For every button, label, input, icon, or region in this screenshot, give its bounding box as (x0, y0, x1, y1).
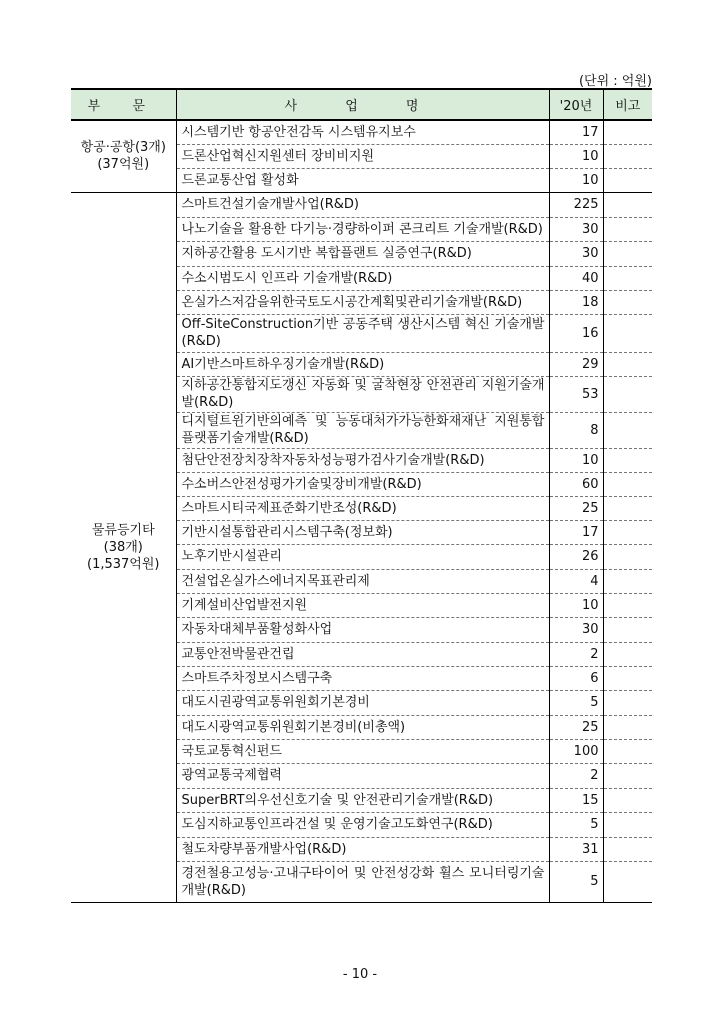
project-name: 건설업온실가스에너지목표관리제 (176, 569, 549, 593)
amount-value: 2 (549, 763, 603, 788)
note-cell (603, 715, 652, 739)
amount-value: 25 (549, 496, 603, 520)
note-cell (603, 593, 652, 617)
amount-value: 8 (549, 412, 603, 448)
project-name: 스마트시티국제표준화기반조성(R&D) (176, 496, 549, 520)
table-body (71, 120, 652, 902)
table-header-row (71, 89, 652, 120)
amount-value: 100 (549, 739, 603, 763)
amount-value: 5 (549, 861, 603, 902)
amount-value: 30 (549, 617, 603, 642)
note-cell (603, 617, 652, 642)
amount-value: 17 (549, 120, 603, 144)
amount-value: 30 (549, 241, 603, 266)
note-cell (603, 739, 652, 763)
note-cell (603, 448, 652, 472)
amount-value: 18 (549, 290, 603, 314)
project-name: 시스템기반 항공안전감독 시스템유지보수 (176, 120, 549, 144)
project-name: 스마트주차정보시스템구축 (176, 666, 549, 690)
amount-value: 40 (549, 266, 603, 290)
project-name: 드론산업혁신지원센터 장비비지원 (176, 144, 549, 168)
amount-value: 10 (549, 593, 603, 617)
project-name: 국토교통혁신펀드 (176, 739, 549, 763)
amount-value: 17 (549, 520, 603, 544)
project-name: 온실가스저감을위한국토도시공간계획및관리기술개발(R&D) (176, 290, 549, 314)
project-name: 드론교통산업 활성화 (176, 168, 549, 192)
amount-value: 5 (549, 690, 603, 715)
project-name: 지하공간활용 도시기반 복합플랜트 실증연구(R&D) (176, 241, 549, 266)
amount-value: 10 (549, 448, 603, 472)
note-cell (603, 472, 652, 496)
note-cell (603, 837, 652, 861)
amount-value: 225 (549, 192, 603, 217)
amount-value: 53 (549, 376, 603, 412)
amount-value: 29 (549, 352, 603, 376)
amount-value: 10 (549, 168, 603, 192)
note-cell (603, 241, 652, 266)
note-cell (603, 861, 652, 902)
note-cell (603, 376, 652, 412)
project-name: 첨단안전장치장착자동차성능평가검사기술개발(R&D) (176, 448, 549, 472)
amount-value: 25 (549, 715, 603, 739)
note-cell (603, 412, 652, 448)
note-cell (603, 763, 652, 788)
category-line: (1,537억원) (87, 556, 160, 572)
note-cell (603, 642, 652, 666)
category-line: 항공·공항(3개) (80, 140, 166, 156)
header-project: 사 업 명 (176, 89, 549, 120)
project-name: 기반시설통합관리시스템구축(정보화) (176, 520, 549, 544)
amount-value: 31 (549, 837, 603, 861)
project-name: Off-SiteConstruction기반 공동주택 생산시스템 혁신 기술개발(R&D) (176, 314, 549, 352)
project-name: 디지털트윈기반의예측 및 능동대처가가능한화재재난 지원통합플랫폼기술개발(R&D) (176, 412, 549, 448)
project-name: 스마트건설기술개발사업(R&D) (176, 192, 549, 217)
project-name: AI기반스마트하우징기술개발(R&D) (176, 352, 549, 376)
note-cell (603, 788, 652, 812)
project-name: 수소시범도시 인프라 기술개발(R&D) (176, 266, 549, 290)
project-name: 수소버스안전성평가기술및장비개발(R&D) (176, 472, 549, 496)
amount-value: 15 (549, 788, 603, 812)
project-name: 도심지하교통인프라건설 및 운영기술고도화연구(R&D) (176, 812, 549, 837)
budget-table (71, 88, 652, 903)
note-cell (603, 314, 652, 352)
category-cell (71, 192, 176, 902)
category-cell (71, 120, 176, 192)
project-name: 교통안전박물관건립 (176, 642, 549, 666)
note-cell (603, 192, 652, 217)
amount-value: 10 (549, 144, 603, 168)
project-name: 기계설비산업발전지원 (176, 593, 549, 617)
project-name: 노후기반시설관리 (176, 544, 549, 569)
note-cell (603, 120, 652, 144)
header-year: '20년 (549, 89, 603, 120)
project-name: SuperBRT의우선신호기술 및 안전관리기술개발(R&D) (176, 788, 549, 812)
note-cell (603, 352, 652, 376)
category-line: (38개) (103, 539, 143, 555)
note-cell (603, 569, 652, 593)
header-note: 비고 (603, 89, 652, 120)
amount-value: 6 (549, 666, 603, 690)
note-cell (603, 666, 652, 690)
amount-value: 4 (549, 569, 603, 593)
note-cell (603, 290, 652, 314)
project-name: 광역교통국제협력 (176, 763, 549, 788)
amount-value: 30 (549, 217, 603, 241)
note-cell (603, 217, 652, 241)
project-name: 지하공간통합지도갱신 자동화 및 굴착현장 안전관리 지원기술개발(R&D) (176, 376, 549, 412)
project-name: 철도차량부품개발사업(R&D) (176, 837, 549, 861)
category-line: 물류등기타 (91, 522, 155, 538)
note-cell (603, 168, 652, 192)
amount-value: 26 (549, 544, 603, 569)
table-row (71, 120, 652, 144)
note-cell (603, 496, 652, 520)
table-row (71, 192, 652, 217)
note-cell (603, 812, 652, 837)
project-name: 경전철용고성능·고내구타이어 및 안전성강화 휠스 모니터링기술개발(R&D) (176, 861, 549, 902)
project-name: 자동차대체부품활성화사업 (176, 617, 549, 642)
project-name: 대도시광역교통위원회기본경비(비총액) (176, 715, 549, 739)
amount-value: 5 (549, 812, 603, 837)
project-name: 나노기술을 활용한 다기능·경량하이퍼 콘크리트 기술개발(R&D) (176, 217, 549, 241)
amount-value: 60 (549, 472, 603, 496)
page-number: - 10 - (342, 967, 378, 982)
unit-label: (단위 : 억원) (578, 74, 652, 89)
note-cell (603, 544, 652, 569)
amount-value: 2 (549, 642, 603, 666)
note-cell (603, 144, 652, 168)
header-category: 부 문 (71, 89, 176, 120)
note-cell (603, 520, 652, 544)
note-cell (603, 266, 652, 290)
category-line: (37억원) (97, 157, 150, 173)
project-name: 대도시권광역교통위원회기본경비 (176, 690, 549, 715)
note-cell (603, 690, 652, 715)
amount-value: 16 (549, 314, 603, 352)
